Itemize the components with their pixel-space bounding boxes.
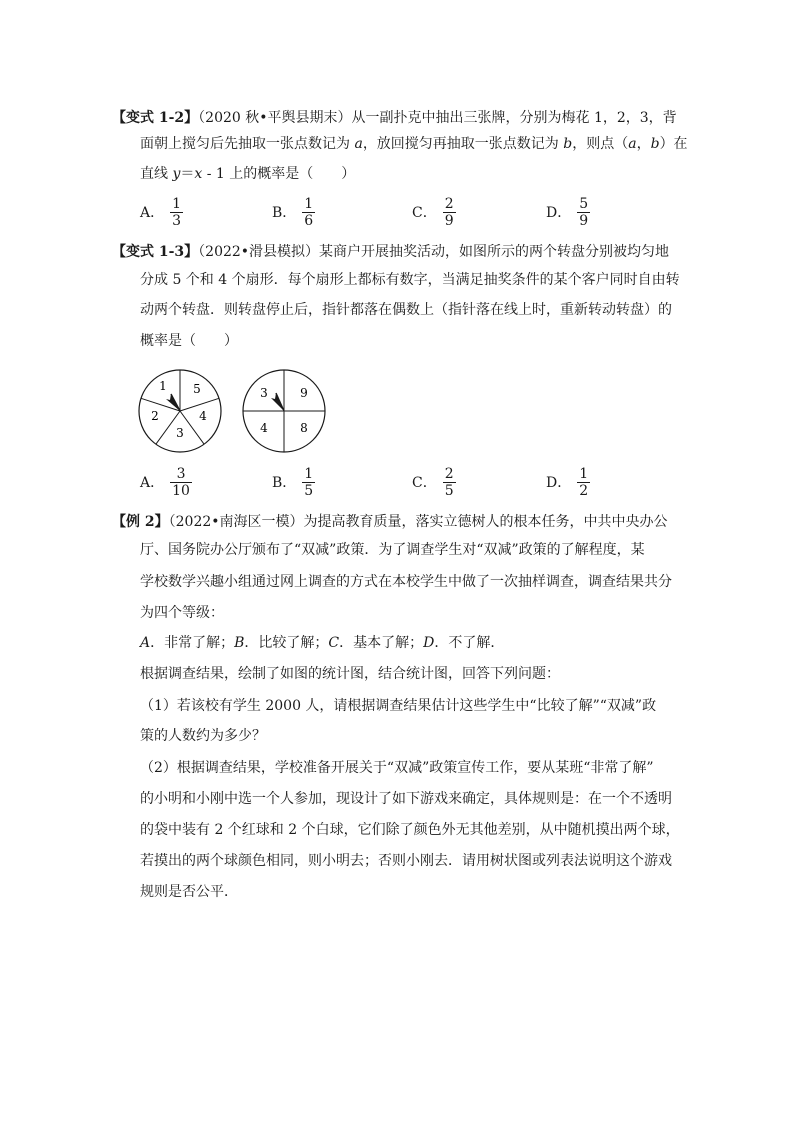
spinner-1-number: 4 <box>199 409 207 423</box>
spinner-2-number: 8 <box>300 421 308 435</box>
denominator: 5 <box>444 482 454 499</box>
denominator: 9 <box>444 212 454 229</box>
level-letter: A <box>140 635 151 651</box>
spinner-five-sectors <box>139 370 221 452</box>
spinner-1-number: 2 <box>151 409 159 423</box>
example-2-line-3: 学校数学兴趣小组通过网上调查的方式在本校学生中做了一次抽样调查，调查结果共分 <box>140 574 672 590</box>
denominator: 2 <box>579 482 589 499</box>
example-2-q2-line-3: 的袋中装有 2 个红球和 2 个白球，它们除了颜色外无其他差别，从中随机摸出两个球， <box>140 822 680 838</box>
numerator: 3 <box>176 465 186 482</box>
spinner-1-number: 1 <box>159 379 167 393</box>
fraction <box>577 466 590 499</box>
option-b <box>272 192 315 232</box>
text-segment: ＝ <box>180 166 195 182</box>
denominator: 5 <box>304 482 314 499</box>
denominator: 9 <box>579 212 589 229</box>
spinner-2-number: 9 <box>300 386 308 400</box>
option-letter: D． <box>546 475 572 491</box>
example-2-line-1 <box>112 512 668 532</box>
fraction <box>577 196 590 229</box>
variant-1-2-line-1 <box>112 108 677 128</box>
var-b: b <box>563 136 573 152</box>
option-c <box>412 192 456 232</box>
option-a <box>140 192 183 232</box>
fraction <box>443 196 456 229</box>
var-y: y <box>172 166 181 182</box>
variant-1-3-line-1 <box>112 242 669 262</box>
option-letter: D． <box>546 205 572 221</box>
level-text: ．基本了解； <box>339 635 424 651</box>
numerator: 1 <box>304 195 314 212</box>
option-d <box>546 192 590 232</box>
text-segment: ）在 <box>659 136 688 152</box>
option-a <box>140 462 192 502</box>
spinner-1-number: 5 <box>193 382 201 396</box>
variant-1-3-tag: 【变式 1-3】 <box>112 244 199 260</box>
level-letter: D <box>423 635 435 651</box>
var-a: a <box>628 136 637 152</box>
numerator: 5 <box>579 195 589 212</box>
text-segment: ，放回搅匀再抽取一张点数记为 <box>362 136 564 152</box>
denominator: 6 <box>304 212 314 229</box>
numerator: 1 <box>579 465 589 482</box>
example-2-tag: 【例 2】 <box>112 514 169 530</box>
numerator: 1 <box>304 465 314 482</box>
level-text: ．不了解． <box>434 635 505 651</box>
example-2-q1-line-1: （1）若该校有学生 2000 人，请根据调查结果估计这些学生中“比较了解”“双减”政 <box>140 698 657 714</box>
variant-1-2-line-2 <box>140 134 688 154</box>
spinner-2-number: 3 <box>260 386 268 400</box>
example-2-line-4: 为四个等级： <box>140 605 224 621</box>
variant-1-3-options <box>140 462 660 502</box>
text-segment: ，则点（ <box>572 136 629 152</box>
text-segment: - 1 上的概率是（ ） <box>202 166 356 182</box>
level-text: ．非常了解； <box>150 635 235 651</box>
option-b <box>272 462 315 502</box>
example-2-q2-line-2: 的小明和小刚中选一个人参加，现设计了如下游戏来确定，具体规则是：在一个不透明 <box>140 791 672 807</box>
var-x: x <box>194 166 203 182</box>
numerator: 2 <box>444 195 454 212</box>
denominator: 3 <box>172 212 182 229</box>
variant-1-3-line-2: 分成 5 个和 4 个扇形．每个扇形上都标有数字，当满足抽奖条件的某个客户同时自由转 <box>140 272 680 288</box>
numerator: 1 <box>172 195 182 212</box>
example-2-q2-line-5: 规则是否公平． <box>140 884 238 900</box>
spinner-1-number: 3 <box>176 426 184 440</box>
variant-1-3-line-4: 概率是（ ） <box>140 333 238 349</box>
example-2-q1-line-2: 策的人数约为多少？ <box>140 728 266 744</box>
fraction <box>443 466 456 499</box>
numerator: 2 <box>444 465 454 482</box>
text-segment: 面朝上搅匀后先抽取一张点数记为 <box>140 136 355 152</box>
option-letter: B． <box>272 205 297 221</box>
option-letter: A． <box>140 475 165 491</box>
level-letter: B <box>234 635 245 651</box>
example-2-line-6: 根据调查结果，绘制了如图的统计图，结合统计图，回答下列问题： <box>140 666 560 682</box>
level-letter: C <box>328 635 340 651</box>
option-letter: C． <box>412 205 437 221</box>
text-segment: ， <box>636 136 651 152</box>
example-2-text-1: （2022•南海区一模）为提高教育质量，落实立德树人的根本任务，中共中央办公 <box>168 514 668 530</box>
level-text: ．比较了解； <box>244 635 329 651</box>
fraction <box>170 466 192 499</box>
fraction <box>170 196 183 229</box>
option-c <box>412 462 456 502</box>
example-2-q2-line-4: 若摸出的两个球颜色相同，则小明去；否则小刚去．请用树状图或列表法说明这个游戏 <box>140 853 672 869</box>
variant-1-2-tag: 【变式 1-2】 <box>112 110 199 126</box>
denominator: 10 <box>172 482 190 499</box>
option-letter: A． <box>140 205 165 221</box>
variant-1-3-text-1: （2022•滑县模拟）某商户开展抽奖活动，如图所示的两个转盘分别被均匀地 <box>198 244 670 260</box>
spinner-four-sectors <box>243 370 325 452</box>
fraction <box>302 466 315 499</box>
option-d <box>546 462 590 502</box>
var-b: b <box>650 136 660 152</box>
variant-1-2-line-3 <box>140 164 355 184</box>
example-2-q2-line-1: （2）根据调查结果，学校准备开展关于“双减”政策宣传工作，要从某班“非常了解” <box>140 760 654 776</box>
var-a: a <box>354 136 363 152</box>
variant-1-3-line-3: 动两个转盘．则转盘停止后，指针都落在偶数上（指针落在线上时，重新转动转盘）的 <box>140 302 672 318</box>
option-letter: C． <box>412 475 437 491</box>
variant-1-2-options <box>140 192 660 232</box>
spinners-figure <box>136 366 336 456</box>
fraction <box>302 196 315 229</box>
variant-1-2-text-1: （2020 秋•平舆县期末）从一副扑克中抽出三张牌，分别为梅花 1，2，3，背 <box>198 110 677 126</box>
spinner-2-number: 4 <box>260 421 268 435</box>
text-segment: 直线 <box>140 166 173 182</box>
option-letter: B． <box>272 475 297 491</box>
example-2-line-2: 厅、国务院办公厅颁布了“双减”政策．为了调查学生对“双减”政策的了解程度，某 <box>140 542 645 558</box>
example-2-levels <box>140 633 504 653</box>
